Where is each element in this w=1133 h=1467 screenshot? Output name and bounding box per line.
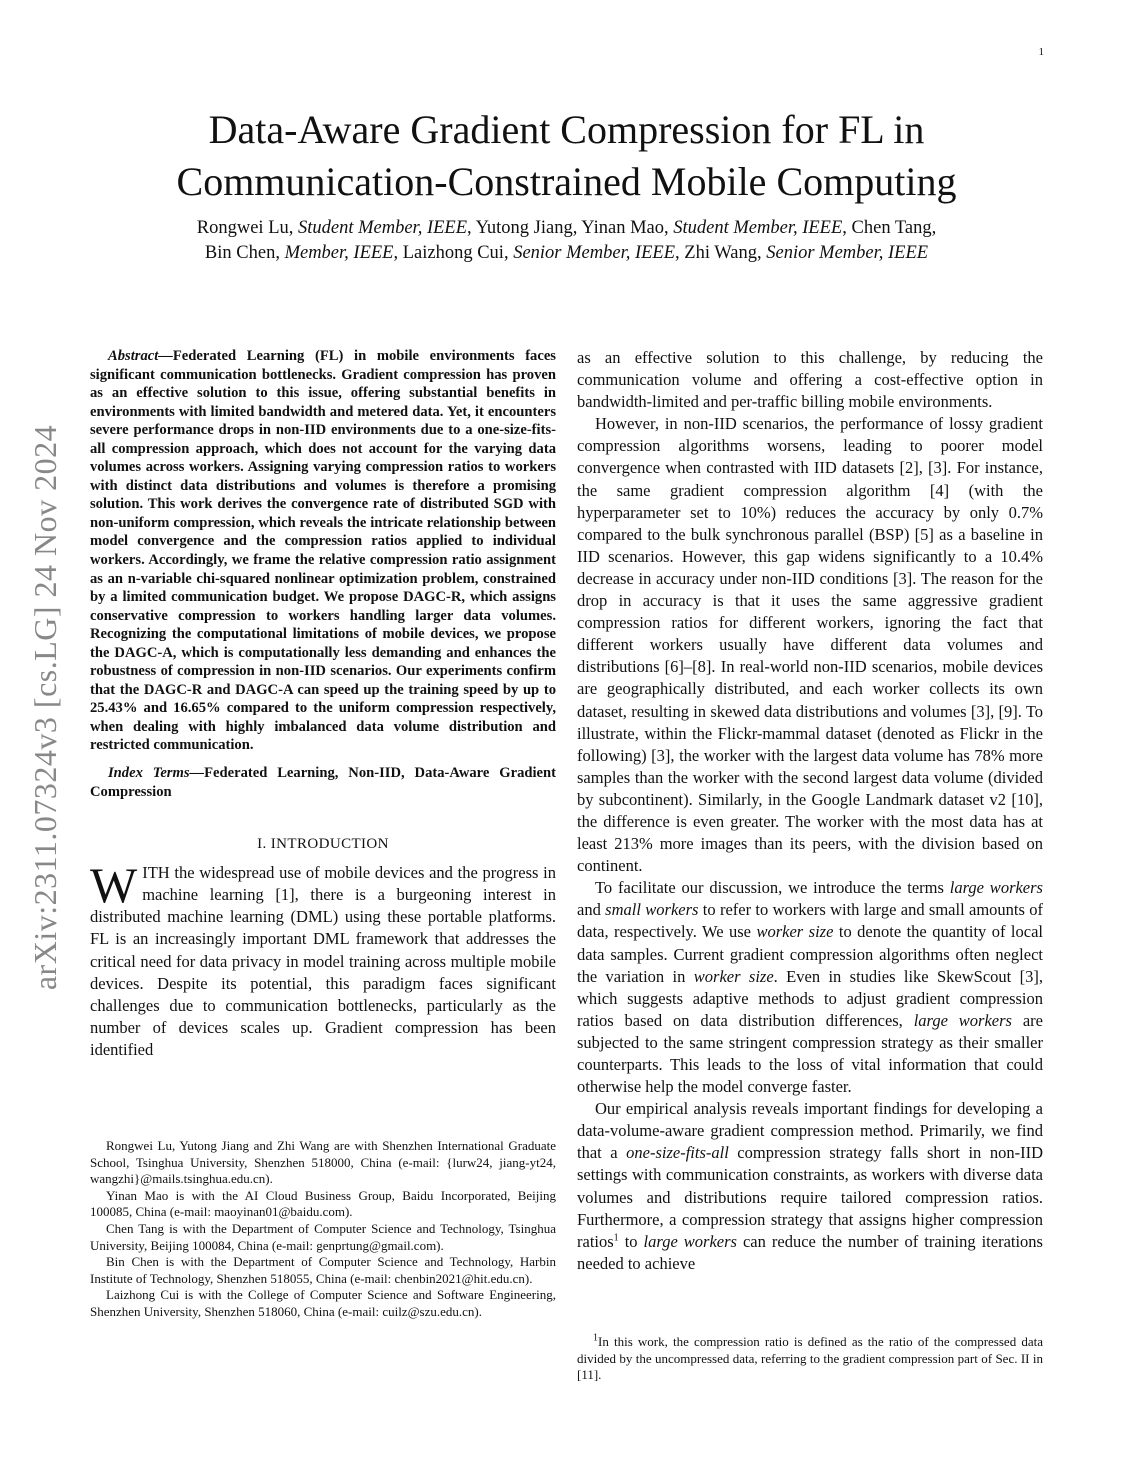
author-name: Bin Chen, [204, 243, 285, 263]
introduction [90, 857, 556, 1061]
emphasis: worker size [693, 966, 774, 986]
index-terms-body: Federated Learning, Non-IID, Data-Aware Gradient Compression [90, 765, 556, 800]
text-run: to denote the quantity of local data samples. Current gradient compression algorithms often neglect the variation in [577, 922, 1043, 986]
arxiv-identifier-text: arXiv:2311.07324v3 [cs.LG] 24 Nov 2024 [27, 424, 64, 990]
abstract-body: Federated Learning (FL) in mobile environments faces significant communication bottlenecks. Gradient compression has proven as an effective solution to this issue, offering substantial benefits in environments with limited bandwidth and metered data. Yet, it encounters severe performance drops in non-IID environments due to a one-size-fits-all compression approach, which does not account for the varying data volumes across workers. Assigning varying compression ratios to workers with distinct data distributions and volumes is therefore a promising solution. This work derives the convergence rate of distributed SGD with non-uniform compression, which reveals the intricate relationship between model convergence and the compression ratios applied to individual workers. Accordingly, we frame the relative compression ratio assignment as an n-variable chi-squared nonlinear optimization problem, constrained by a limited communication budget. We propose DAGC-R, which assigns conservative compression to workers handling larger data volumes. Recognizing the computational limitations of mobile devices, we propose the DAGC-A, which is computationally less demanding and enhances the robustness of compression in non-IID scenarios. Our experiments confirm that the DAGC-R and DAGC-A can speed up the training speed by up to 25.43% and 16.65% compared to the uniform compression respectively, when dealing with highly imbalanced data volume distribution and restricted communication. [90, 348, 556, 754]
abstract-label: Abstract— [108, 348, 173, 364]
intro-paragraph [90, 857, 556, 1061]
emphasis: one-size-fits-all [626, 1143, 729, 1163]
drop-cap: W [90, 857, 138, 914]
author-affiliation: Senior Member, IEEE [766, 243, 929, 263]
author-line-1 [90, 216, 1043, 241]
author-line-2 [90, 241, 1043, 266]
text-run: to refer to workers with large and small amounts of data, respectively. We use [577, 900, 1043, 942]
footnote: Bin Chen is with the Department of Computer Science and Technology, Harbin Institute of Technology, Shenzhen 518055, China (e-mail: chenbin2021@hit.edu.cn). [90, 1254, 556, 1286]
paragraph [577, 1098, 1043, 1275]
emphasis: small workers [605, 900, 699, 920]
footnote: Laizhong Cui is with the College of Computer Science and Software Engineering, Shenzhen University, Shenzhen 518060, China (e-mail: cuilz@szu.edu.cn). [90, 1287, 556, 1319]
intro-text: ITH the widespread use of mobile devices and the progress in machine learning [1], there is a burgeoning interest in distributed machine learning (DML) using these portable platforms. FL is an increasingly important DML framework that addresses the critical need for data privacy in model training across multiple mobile devices. Despite its potential, this paradigm faces significant challenges due to communication bottlenecks, particularly as the number of devices scales up. Gradient compression has been identified [90, 863, 556, 1059]
arxiv-identifier [20, 376, 72, 1038]
abstract [90, 347, 556, 801]
paragraph: as an effective solution to this challenge, by reducing the communication volume and offering a cost-effective option in bandwidth-limited and per-traffic billing mobile environments. [577, 348, 1043, 412]
text-run: Our empirical analysis reveals important findings for developing a data-volume-aware gradient compression method. Primarily, we find that a [577, 1099, 1043, 1163]
page-number: 1 [1038, 46, 1044, 58]
footnote [577, 1334, 1043, 1384]
author-affiliation: Student Member, IEEE [673, 218, 843, 238]
text-run: compression strategy falls short in non-IID settings with communication constraints, as workers with diverse data volumes and distributions require tailored compression ratios. Furthermore, a compression strategy that assigns higher compression ratios [577, 1143, 1043, 1251]
emphasis: large workers [913, 1010, 1012, 1030]
footnote-text: In this work, the compression ratio is defined as the ratio of the compressed data divided by the uncompressed data, referring to the gradient compression part of Sec. II in [11]. [577, 1334, 1043, 1383]
author-name: , Chen Tang, [842, 218, 937, 238]
paper-title: Data-Aware Gradient Compression for FL in Communication-Constrained Mobile Computing [176, 107, 957, 204]
section-heading: I. INTRODUCTION [257, 836, 389, 853]
author-affiliation: Senior Member, IEEE [513, 243, 676, 263]
text-run: to [618, 1231, 644, 1251]
emphasis: worker size [756, 922, 834, 942]
author-name: , Zhi Wang, [675, 243, 767, 263]
footnote-marker[interactable]: 1 [613, 1232, 619, 1244]
paragraph: However, in non-IID scenarios, the performance of lossy gradient compression algorithms worsens, leading to poorer model convergence when contrasted with IID datasets [2], [3]. For instance, the same gradient compression algorithm [4] (with the hyperparameter set to 10%) reduces the accuracy by only 0.7% compared to the bulk synchronous parallel (BSP) [5] as a baseline in IID scenarios. However, this gap widens significantly to a 10.4% decrease in accuracy under non-IID conditions [3]. The reason for the drop in accuracy is that it uses the same aggressive gradient compression ratios for different workers, ignoring the fact that different workers usually have different data volumes and distributions [6]–[8]. In real-world non-IID scenarios, mobile devices are geographically distributed, and each worker collects its own dataset, resulting in skewed data distributions and volumes [3], [9]. To illustrate, within the Flickr-mammal dataset (denoted as Flickr in the following) [3], the worker with the largest data volume has 78% more samples than the worker with the second largest data volume (divided by subcontinent). Similarly, in the Google Landmark dataset v2 [10], the difference is even greater. The worker with the most data has at least 213% more images than its peers, with the division based on continent. [577, 414, 1043, 876]
footnote: Yinan Mao is with the AI Cloud Business Group, Baidu Incorporated, Beijing 100085, China (e-mail: maoyinan01@baidu.com). [90, 1187, 556, 1220]
emphasis: large workers [643, 1231, 737, 1251]
author-name: , Yutong Jiang, Yinan Mao, [467, 218, 674, 238]
left-column [90, 347, 556, 1061]
author-list [90, 216, 1043, 266]
author-footnotes [90, 1138, 556, 1321]
author-name: Rongwei Lu, [196, 218, 298, 238]
emphasis: large workers [949, 878, 1043, 898]
text-run: are subjected to the same stringent compression strategy as their smaller counterparts. This leads to the loss of vital information that could otherwise help the model converge faster. [577, 1010, 1043, 1097]
index-terms-label: Index Terms— [108, 765, 205, 782]
paragraph [577, 877, 1043, 1098]
footnote-number: 1 [593, 1332, 598, 1344]
author-affiliation: Member, IEEE [284, 243, 394, 263]
text-run: can reduce the number of training iterations needed to achieve [577, 1231, 1043, 1273]
right-column [577, 347, 1043, 1275]
index-terms [90, 764, 556, 801]
footnote: Rongwei Lu, Yutong Jiang and Zhi Wang are with Shenzhen International Graduate School, Tsinghua University, Shenzhen 518000, China (e-mail: {lurw24, jiang-yt24, wangzhi}@mails.tsinghua.edu.cn). [90, 1138, 556, 1187]
author-name: , Laizhong Cui, [393, 243, 514, 263]
abstract-text [90, 347, 556, 755]
text-run: and [577, 900, 606, 920]
text-run: To facilitate our discussion, we introduce the terms [595, 878, 950, 898]
compression-footnote [577, 1334, 1043, 1384]
footnote: Chen Tang is with the Department of Computer Science and Technology, Tsinghua University, Beijing 100084, China (e-mail: genprtung@gmail.com). [90, 1220, 556, 1253]
text-run: . Even in studies like SkewScout [3], which suggests adaptive methods to adjust gradient compression ratios based on data distribution differences, [577, 966, 1043, 1030]
author-affiliation: Student Member, IEEE [298, 218, 468, 238]
